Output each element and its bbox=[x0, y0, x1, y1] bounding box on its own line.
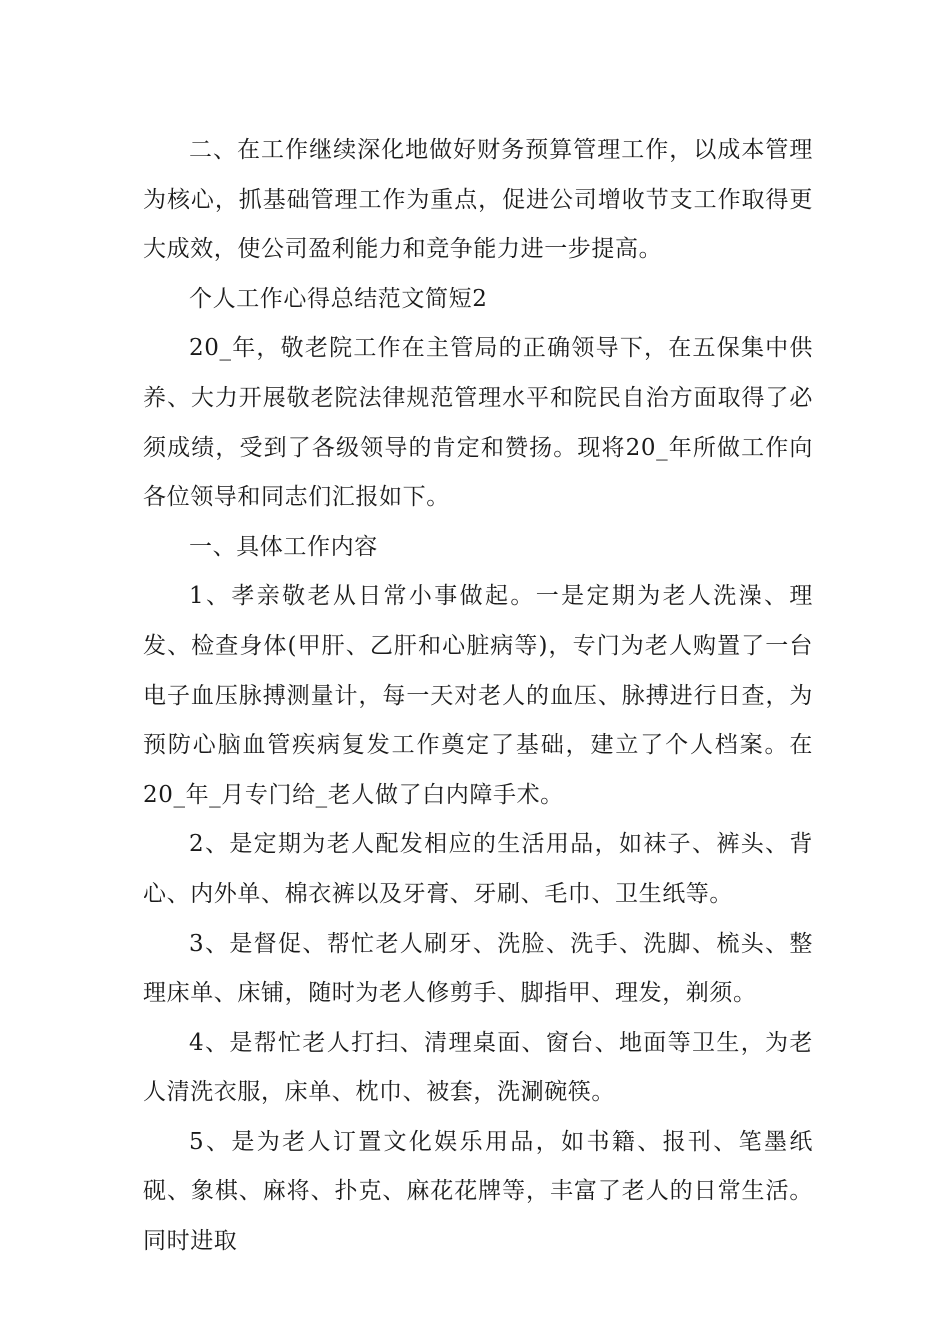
paragraph-item-2: 2、是定期为老人配发相应的生活用品，如袜子、裤头、背心、内外单、棉衣裤以及牙膏、牙刷、毛巾、卫生纸等。 bbox=[143, 831, 813, 907]
paragraph-budget-management: 二、在工作继续深化地做好财务预算管理工作，以成本管理为核心，抓基础管理工作为重点，促进公司增收节支工作取得更大成效，使公司盈利能力和竞争能力进一步提高。 bbox=[143, 137, 813, 263]
paragraph-item-4: 4、是帮忙老人打扫、清理桌面、窗台、地面等卫生，为老人清洗衣服，床单、枕巾、被套，洗涮碗筷。 bbox=[143, 1029, 813, 1106]
paragraph-item-5: 5、是为老人订置文化娱乐用品，如书籍、报刊、笔墨纸砚、象棋、麻将、扑克、麻花花牌等，丰富了老人的日常生活。同时进取 bbox=[143, 1128, 813, 1255]
paragraph-item-1: 1、孝亲敬老从日常小事做起。一是定期为老人洗澡、理发、检查身体(甲肝、乙肝和心脏病等)，专门为老人购置了一台电子血压脉搏测量计，每一天对老人的血压、脉搏进行日查，为预防心脑血管疾病复发工作奠定了基础，建立了个人档案。在20_年_月专门给_老人做了白内障手术。 bbox=[143, 583, 813, 808]
section-heading-work-content: 一、具体工作内容 bbox=[189, 533, 378, 560]
paragraph-intro: 20_年，敬老院工作在主管局的正确领导下，在五保集中供养、大力开展敬老院法律规范管理水平和院民自治方面取得了必须成绩，受到了各级领导的肯定和赞扬。现将20_年所做工作向各位领导和同志们汇报如下。 bbox=[143, 335, 813, 511]
section-title: 个人工作心得总结范文简短2 bbox=[189, 285, 488, 312]
document-body bbox=[143, 126, 813, 1267]
paragraph-item-3: 3、是督促、帮忙老人刷牙、洗脸、洗手、洗脚、梳头、整理床单、床铺，随时为老人修剪手、脚指甲、理发，剃须。 bbox=[143, 930, 813, 1007]
